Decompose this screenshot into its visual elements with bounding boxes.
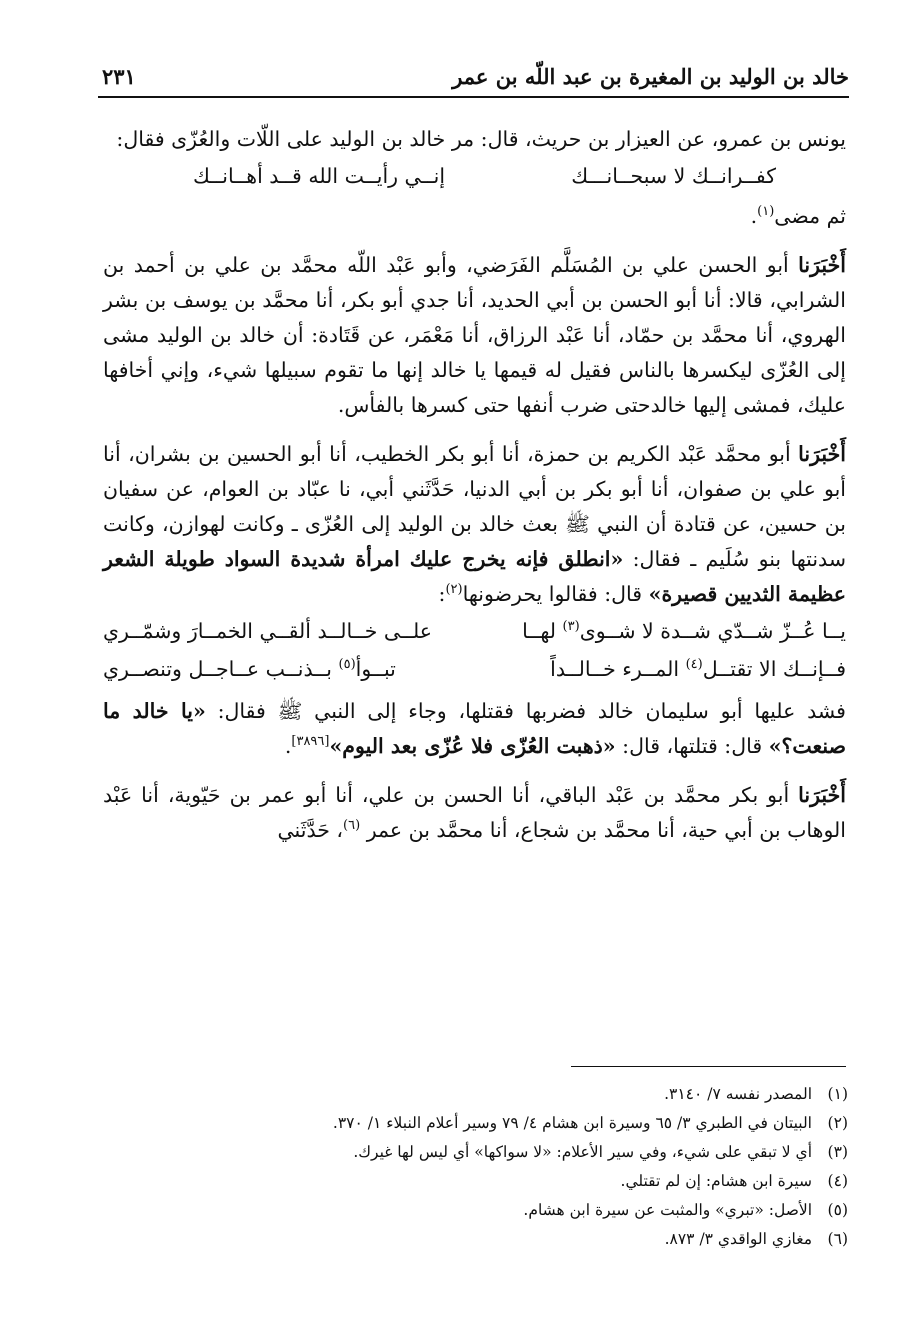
paragraph-3: أَخْبَرَنا أبو محمَّد عَبْد الكريم بن حمزة، أنا أبو بكر الخطيب، أنا أبو الحسين بن بشران، أنا أبو علي بن صفوان، أنا أبو بكر بن أبي الدنيا، حَدَّثَني أبي، نا عبّاد بن العوام، عن سفيان بن حسين، عن قتادة أن النبي ﷺ بعث خالد بن الوليد إلى العُزّى ـ وكانت لهوازن، وكانت سدنتها بنو سُلَيم ـ فقال: «انطلق فإنه يخرج عليك امرأة شديدة السواد طويلة الشعر عظيمة الثديين قصيرة» قال: فقالوا يحرضونها$^{(٢)}$:: [103, 442, 846, 606]
verse-3: [103, 650, 846, 688]
hadith-quote: «يا خالد ما صنعت؟»: [103, 699, 846, 758]
verse-1-second-hemistich: إنــي رأيــت الله قــد أهــانــك: [193, 164, 446, 188]
paragraph-4: فشد عليها أبو سليمان خالد فضربها فقتلها، وجاء إلى النبي ﷺ فقال: «يا خالد ما صنعت؟» قال: قتلتها، قال: «ذهبت العُزّى فلا عُزّى بعد اليوم»[٣٨٩٦].: [103, 699, 846, 758]
verse-2-first-hemistich: يــا عُــزّ شــدّي شــدة لا شــوى$^{(٣)}$ لهــا: [522, 619, 846, 643]
footnote-ref-2[interactable]: (٢): [445, 582, 463, 598]
footnote-ref-5[interactable]: (٥): [338, 657, 356, 673]
verse-3-first-hemistich: فــإنــك الا تقتــل$^{(٤)}$ المــرء خــالــداً: [550, 657, 846, 681]
verse-3-second-hemistich: تبــوأ$^{(٥)}$ بــذنــب عــاجــل وتنصــري: [103, 657, 396, 681]
verse-2-second-hemistich: علــى خــالــد ألقــي الخمــارَ وشمّــري: [103, 619, 433, 643]
akhbarana-label: أَخْبَرَنا: [798, 783, 846, 807]
hadith-quote: «انطلق فإنه يخرج عليك امرأة شديدة السواد طويلة الشعر عظيمة الثديين قصيرة»: [103, 547, 846, 606]
paragraph-5: أَخْبَرَنا أبو بكر محمَّد بن عَبْد الباقي، أنا الحسن بن علي، أنا أبو عمر بن حَيّوية، أنا عَبْد الوهاب بن أبي حية، أنا محمَّد بن شجاع، أنا محمَّد بن عمر $^{(٦)}$، حَدَّثَني: [103, 783, 846, 842]
footnotes: [103, 1080, 848, 1254]
verse-1-first-hemistich: كفــرانــك لا سبحــانـــك: [571, 164, 776, 188]
footnote: (٤) سيرة ابن هشام: إن لم تقتلي.: [620, 1172, 848, 1190]
akhbarana-label: أَخْبَرَنا: [798, 253, 846, 277]
page-header: [98, 62, 849, 98]
footnote: (٦) مغازي الواقدي ٣/ ٨٧٣.: [664, 1230, 848, 1248]
verse-2: [103, 612, 846, 650]
main-text: [103, 122, 846, 848]
akhbarana-label: أَخْبَرَنا: [798, 442, 846, 466]
footnote-ref-1[interactable]: (١): [757, 204, 775, 220]
footnote-ref-4[interactable]: (٤): [685, 657, 703, 673]
footnote: (١) المصدر نفسه ٧/ ٣١٤٠.: [664, 1085, 848, 1103]
running-title: خالد بن الوليد بن المغيرة بن عبد اللّه بن عمر: [452, 64, 849, 89]
hadith-quote: «ذهبت العُزّى فلا عُزّى بعد اليوم»: [329, 734, 616, 758]
paragraph-2: أَخْبَرَنا أبو الحسن علي بن المُسَلَّم الفَرَضي، وأبو عَبْد اللّه محمَّد بن علي بن أحمد بن الشرابي، قالا: أنا أبو الحسن بن أبي الحديد، أنا جدي أبو بكر، أنا محمَّد بن يوسف بن بشر الهروي، أنا محمَّد بن حمّاد، أنا عَبْد الرزاق، أنا مَعْمَر، عن قَتَادة: أن خالد بن الوليد مشى إلى العُزّى ليكسرها بالناس فقيل له قيمها يا خالد إنها ما تقوم سبيلها شيء، وإني أخافها عليك، فمشى إليها خالدحتى ضرب أنفها حتى كسرها بالفأس.: [103, 253, 846, 417]
paragraph-1-end: ثم مضى$^{(١)}$.: [750, 204, 846, 228]
hadith-number: [٣٨٩٦]: [291, 734, 330, 750]
page-number: ٢٣١: [102, 64, 136, 89]
footnote-separator: [571, 1066, 846, 1067]
footnote: (٣) أي لا تبقي على شيء، وفي سير الأعلام: «لا سواكها» أي ليس لها غيرك.: [353, 1143, 848, 1161]
paragraph-1: يونس بن عمرو، عن العيزار بن حريث، قال: مر خالد بن الوليد على اللّات والعُزّى فقال:: [116, 127, 846, 151]
verse-1: [103, 157, 846, 195]
footnote: (٢) البيتان في الطبري ٣/ ٦٥ وسيرة ابن هشام ٤/ ٧٩ وسير أعلام النبلاء ١/ ٣٧٠.: [332, 1114, 848, 1132]
footnote-ref-6[interactable]: (٦): [343, 818, 361, 834]
footnote-ref-3[interactable]: (٣): [562, 619, 580, 635]
footnote: (٥) الأصل: «تبري» والمثبت عن سيرة ابن هشام.: [523, 1201, 848, 1219]
